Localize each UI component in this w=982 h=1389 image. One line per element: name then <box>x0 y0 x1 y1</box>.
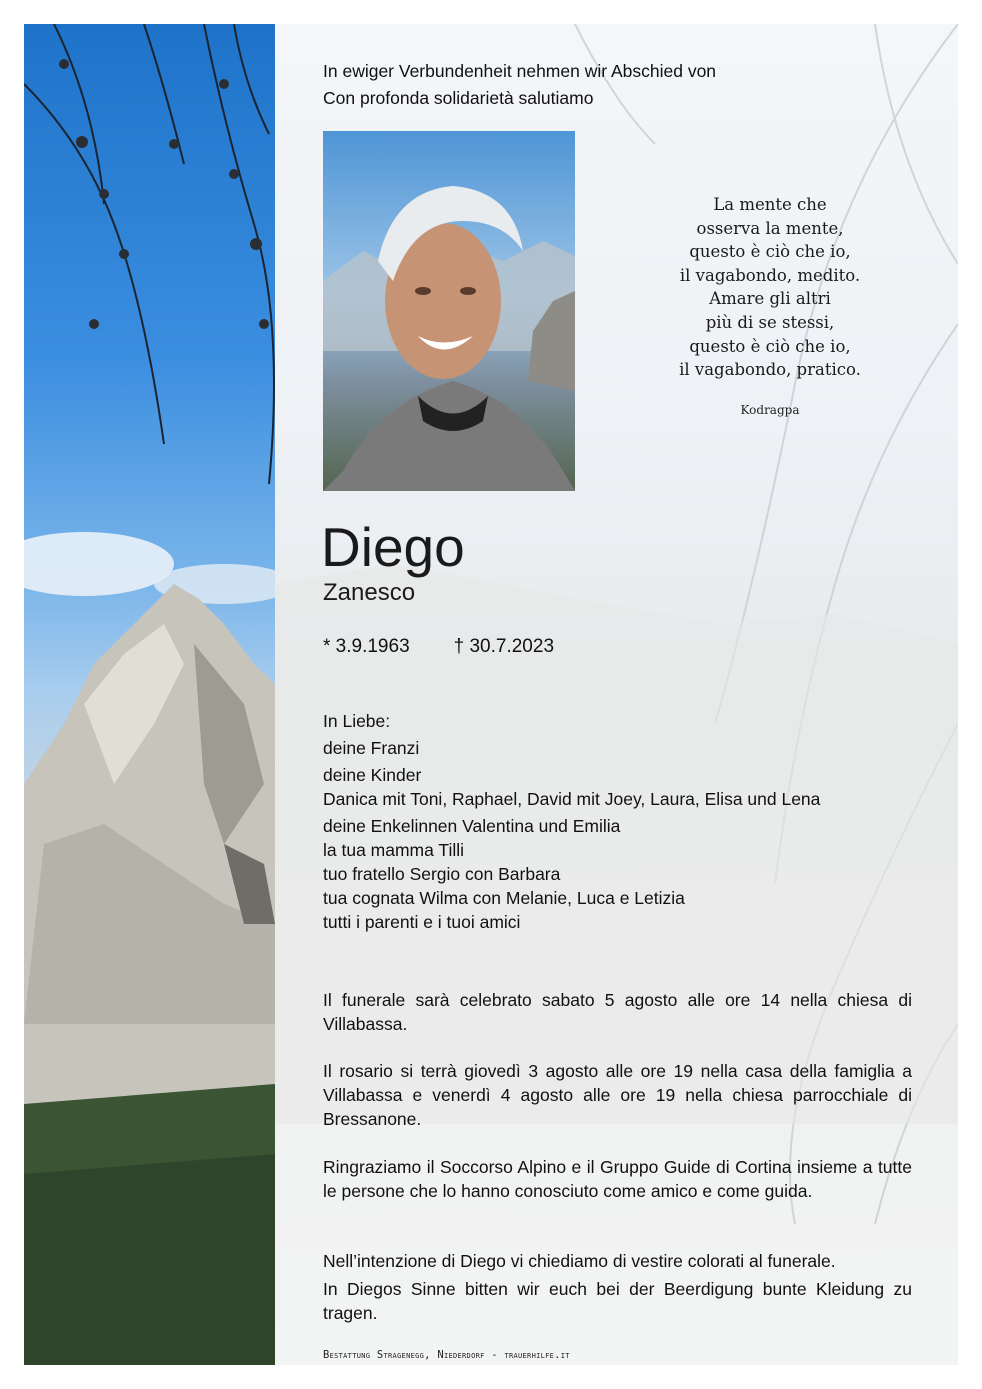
mountain-photo <box>24 24 275 1365</box>
mourner-line: tua cognata Wilma con Melanie, Luca e Letizia <box>323 888 685 908</box>
mourner-line: tuo fratello Sergio con Barbara <box>323 864 561 884</box>
dress-request-german: In Diegos Sinne bitten wir euch bei der Beerdigung bunte Kleidung zu tragen. <box>323 1279 912 1323</box>
mourner-line: tutti i parenti e i tuoi amici <box>323 912 521 932</box>
intro-line-italian: Con profonda solidarietà salutiamo <box>323 88 594 108</box>
mourner-line: Danica mit Toni, Raphael, David mit Joey, Laura, Elisa und Lena <box>323 789 821 809</box>
thanks-notice: Ringraziamo il Soccorso Alpino e il Gruppo Guide di Cortina insieme a tutte le persone che lo hanno conosciuto come amico e come guida. <box>323 1157 912 1201</box>
mourner-line: deine Enkelinnen Valentina und Emilia <box>323 816 621 836</box>
poem-line: questo è ciò che io, <box>689 242 851 262</box>
mourner-line: deine Kinder <box>323 765 422 785</box>
deceased-last-name: Zanesco <box>323 579 416 606</box>
poem-line: il vagabondo, medito. <box>679 265 861 285</box>
dress-request-italian: Nell’intenzione di Diego vi chiediamo di vestire colorati al funerale. <box>323 1251 836 1271</box>
deceased-first-name: Diego <box>321 516 465 578</box>
poem-line: più di se stessi, <box>705 312 835 332</box>
mourner-line: la tua mamma Tilli <box>323 840 465 860</box>
poem-line: il vagabondo, pratico. <box>679 360 861 380</box>
poem-line: Amare gli altri <box>709 289 831 309</box>
funeral-notice: Il funerale sarà celebrato sabato 5 agosto alle ore 14 nella chiesa di Villabassa. <box>323 990 912 1034</box>
rosary-notice: Il rosario si terrà giovedì 3 agosto alle ore 19 nella casa della famiglia a Villabassa e venerdì 4 agosto alle ore 19 nella chiesa parrocchiale di Bressanone. <box>323 1061 912 1129</box>
mourners-list <box>323 709 820 934</box>
death-date: † 30.7.2023 <box>453 636 555 657</box>
poem-line: osserva la mente, <box>696 218 844 238</box>
poem-author: Kodragpa <box>740 403 800 417</box>
intro-line-german: In ewiger Verbundenheit nehmen wir Abschied von <box>323 61 717 81</box>
footer-credit: Bestattung Stragenegg, Niederdorf - trauerhilfe.it <box>323 1349 570 1361</box>
birth-date: * 3.9.1963 <box>323 636 410 657</box>
life-dates <box>323 635 554 659</box>
poem-line: questo è ciò che io, <box>689 336 851 356</box>
portrait-photo <box>323 131 575 491</box>
mourner-line: deine Franzi <box>323 738 420 758</box>
mourners-heading: In Liebe: <box>323 711 391 731</box>
poem <box>640 193 900 382</box>
poem-line: La mente che <box>713 195 827 214</box>
intro-text <box>323 58 716 112</box>
